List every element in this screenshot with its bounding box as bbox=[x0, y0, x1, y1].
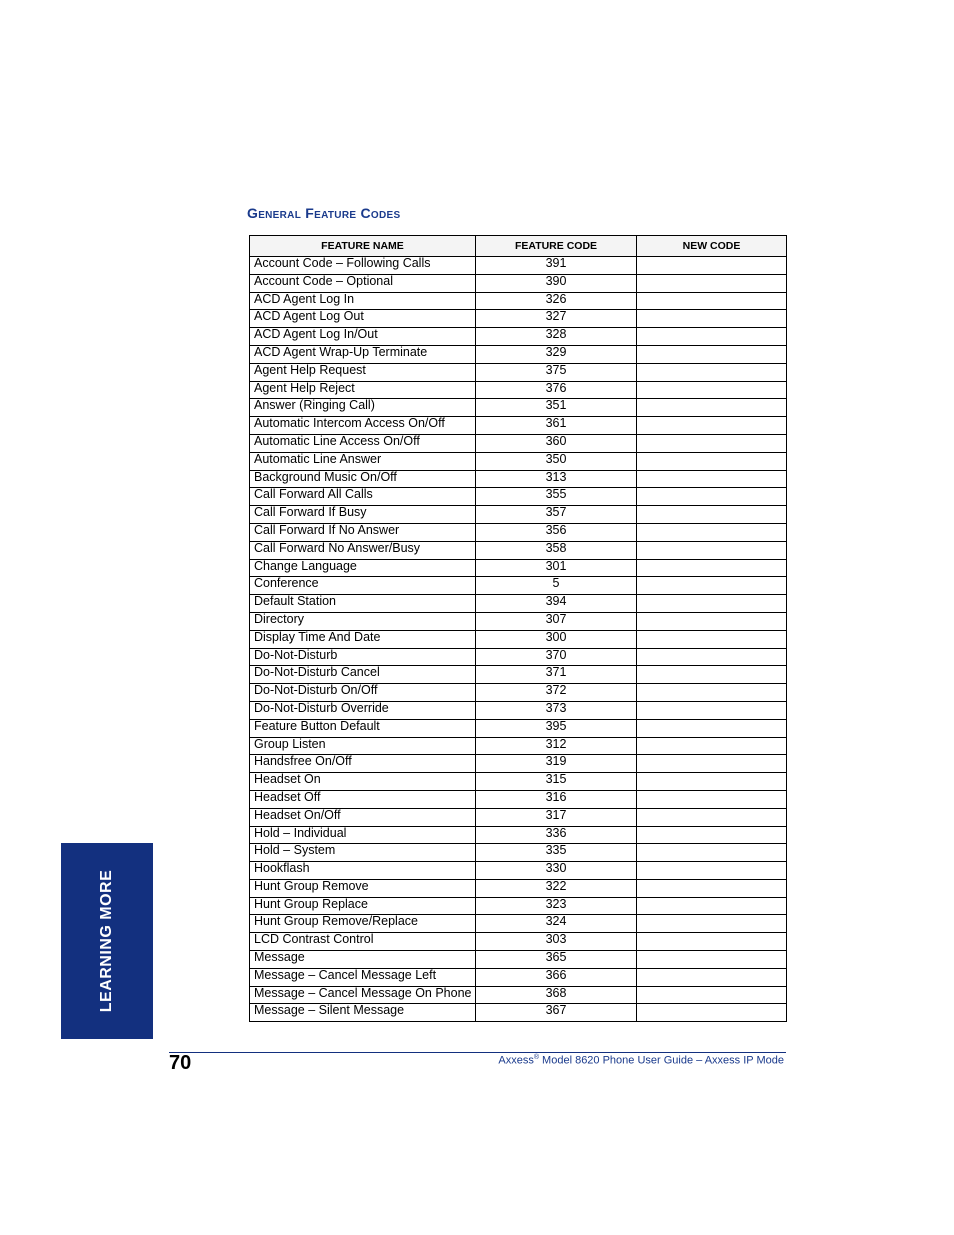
table-row bbox=[250, 541, 787, 559]
feature-name-cell: Directory bbox=[250, 612, 476, 630]
footer-brand: Axxess bbox=[498, 1054, 534, 1067]
table-row bbox=[250, 737, 787, 755]
new-code-cell bbox=[637, 755, 787, 773]
feature-code-cell: 350 bbox=[476, 452, 637, 470]
feature-name-cell: Agent Help Reject bbox=[250, 381, 476, 399]
feature-name-cell: Message – Cancel Message Left bbox=[250, 968, 476, 986]
table-row bbox=[250, 345, 787, 363]
feature-code-cell: 322 bbox=[476, 879, 637, 897]
table-row bbox=[250, 257, 787, 275]
feature-code-cell: 395 bbox=[476, 719, 637, 737]
new-code-cell bbox=[637, 523, 787, 541]
new-code-cell bbox=[637, 1004, 787, 1022]
table-row bbox=[250, 274, 787, 292]
feature-code-cell: 355 bbox=[476, 488, 637, 506]
new-code-cell bbox=[637, 719, 787, 737]
feature-code-cell: 323 bbox=[476, 897, 637, 915]
new-code-cell bbox=[637, 257, 787, 275]
feature-name-cell: Call Forward If Busy bbox=[250, 506, 476, 524]
new-code-cell bbox=[637, 328, 787, 346]
new-code-cell bbox=[637, 345, 787, 363]
new-code-cell bbox=[637, 684, 787, 702]
feature-name-cell: Answer (Ringing Call) bbox=[250, 399, 476, 417]
feature-code-cell: 307 bbox=[476, 612, 637, 630]
new-code-cell bbox=[637, 701, 787, 719]
table-row bbox=[250, 559, 787, 577]
header-feature-code: FEATURE CODE bbox=[476, 236, 637, 257]
page-number: 70 bbox=[169, 1052, 192, 1074]
footer-rule bbox=[169, 1052, 786, 1053]
feature-name-cell: Change Language bbox=[250, 559, 476, 577]
table-row bbox=[250, 1004, 787, 1022]
new-code-cell bbox=[637, 879, 787, 897]
table-row bbox=[250, 648, 787, 666]
feature-name-cell: Hookflash bbox=[250, 862, 476, 880]
feature-code-cell: 360 bbox=[476, 434, 637, 452]
feature-name-cell: Conference bbox=[250, 577, 476, 595]
feature-name-cell: Hunt Group Remove/Replace bbox=[250, 915, 476, 933]
table-row bbox=[250, 844, 787, 862]
new-code-cell bbox=[637, 399, 787, 417]
new-code-cell bbox=[637, 470, 787, 488]
table-row bbox=[250, 879, 787, 897]
feature-name-cell: Account Code – Following Calls bbox=[250, 257, 476, 275]
table-row bbox=[250, 523, 787, 541]
feature-name-cell: Message – Cancel Message On Phone bbox=[250, 986, 476, 1004]
feature-code-cell: 301 bbox=[476, 559, 637, 577]
feature-name-cell: Automatic Line Access On/Off bbox=[250, 434, 476, 452]
table-row bbox=[250, 292, 787, 310]
feature-name-cell: ACD Agent Log In bbox=[250, 292, 476, 310]
new-code-cell bbox=[637, 666, 787, 684]
table-row bbox=[250, 684, 787, 702]
feature-code-cell: 371 bbox=[476, 666, 637, 684]
feature-code-cell: 357 bbox=[476, 506, 637, 524]
table-row bbox=[250, 755, 787, 773]
feature-name-cell: Call Forward All Calls bbox=[250, 488, 476, 506]
feature-code-cell: 329 bbox=[476, 345, 637, 363]
new-code-cell bbox=[637, 541, 787, 559]
new-code-cell bbox=[637, 648, 787, 666]
footer-guide-title: Model 8620 Phone User Guide – Axxess IP Mode bbox=[539, 1054, 784, 1067]
new-code-cell bbox=[637, 808, 787, 826]
table-row bbox=[250, 915, 787, 933]
feature-code-cell: 368 bbox=[476, 986, 637, 1004]
table-header-row bbox=[250, 236, 787, 257]
new-code-cell bbox=[637, 737, 787, 755]
new-code-cell bbox=[637, 612, 787, 630]
side-tab-label: LEARNING MORE bbox=[98, 869, 115, 1013]
table-row bbox=[250, 399, 787, 417]
feature-code-cell: 367 bbox=[476, 1004, 637, 1022]
table-row bbox=[250, 434, 787, 452]
new-code-cell bbox=[637, 310, 787, 328]
new-code-cell bbox=[637, 897, 787, 915]
feature-code-cell: 328 bbox=[476, 328, 637, 346]
new-code-cell bbox=[637, 363, 787, 381]
new-code-cell bbox=[637, 862, 787, 880]
table-row bbox=[250, 577, 787, 595]
feature-name-cell: Display Time And Date bbox=[250, 630, 476, 648]
feature-name-cell: Message – Silent Message bbox=[250, 1004, 476, 1022]
feature-code-cell: 316 bbox=[476, 790, 637, 808]
new-code-cell bbox=[637, 274, 787, 292]
feature-name-cell: Feature Button Default bbox=[250, 719, 476, 737]
feature-name-cell: Headset Off bbox=[250, 790, 476, 808]
new-code-cell bbox=[637, 933, 787, 951]
feature-code-cell: 375 bbox=[476, 363, 637, 381]
feature-code-cell: 303 bbox=[476, 933, 637, 951]
table-row bbox=[250, 595, 787, 613]
table-row bbox=[250, 968, 787, 986]
new-code-cell bbox=[637, 506, 787, 524]
section-title: General Feature Codes bbox=[247, 205, 401, 221]
new-code-cell bbox=[637, 844, 787, 862]
table-row bbox=[250, 986, 787, 1004]
feature-name-cell: Headset On bbox=[250, 773, 476, 791]
table-row bbox=[250, 701, 787, 719]
feature-code-cell: 312 bbox=[476, 737, 637, 755]
feature-code-cell: 5 bbox=[476, 577, 637, 595]
new-code-cell bbox=[637, 381, 787, 399]
feature-code-cell: 336 bbox=[476, 826, 637, 844]
new-code-cell bbox=[637, 986, 787, 1004]
new-code-cell bbox=[637, 434, 787, 452]
feature-name-cell: ACD Agent Log In/Out bbox=[250, 328, 476, 346]
feature-name-cell: Background Music On/Off bbox=[250, 470, 476, 488]
feature-code-cell: 370 bbox=[476, 648, 637, 666]
feature-name-cell: Account Code – Optional bbox=[250, 274, 476, 292]
feature-name-cell: Hold – Individual bbox=[250, 826, 476, 844]
feature-code-cell: 391 bbox=[476, 257, 637, 275]
table-row bbox=[250, 328, 787, 346]
table-row bbox=[250, 897, 787, 915]
feature-code-cell: 390 bbox=[476, 274, 637, 292]
header-new-code: NEW CODE bbox=[637, 236, 787, 257]
table-row bbox=[250, 470, 787, 488]
table-row bbox=[250, 417, 787, 435]
feature-code-cell: 335 bbox=[476, 844, 637, 862]
new-code-cell bbox=[637, 452, 787, 470]
side-tab bbox=[61, 843, 153, 1039]
feature-name-cell: Do-Not-Disturb Override bbox=[250, 701, 476, 719]
table-row bbox=[250, 381, 787, 399]
feature-name-cell: Automatic Line Answer bbox=[250, 452, 476, 470]
footer-text bbox=[498, 1054, 784, 1067]
feature-code-cell: 326 bbox=[476, 292, 637, 310]
table-row bbox=[250, 951, 787, 969]
table-row bbox=[250, 666, 787, 684]
feature-name-cell: Hold – System bbox=[250, 844, 476, 862]
new-code-cell bbox=[637, 559, 787, 577]
feature-name-cell: Hunt Group Replace bbox=[250, 897, 476, 915]
feature-code-cell: 366 bbox=[476, 968, 637, 986]
feature-code-cell: 365 bbox=[476, 951, 637, 969]
feature-code-cell: 300 bbox=[476, 630, 637, 648]
table-row bbox=[250, 612, 787, 630]
feature-name-cell: LCD Contrast Control bbox=[250, 933, 476, 951]
new-code-cell bbox=[637, 968, 787, 986]
table-row bbox=[250, 790, 787, 808]
feature-code-cell: 319 bbox=[476, 755, 637, 773]
table-row bbox=[250, 719, 787, 737]
feature-code-cell: 315 bbox=[476, 773, 637, 791]
feature-code-cell: 358 bbox=[476, 541, 637, 559]
table-row bbox=[250, 808, 787, 826]
table-row bbox=[250, 363, 787, 381]
feature-code-cell: 330 bbox=[476, 862, 637, 880]
table-row bbox=[250, 933, 787, 951]
feature-name-cell: Automatic Intercom Access On/Off bbox=[250, 417, 476, 435]
new-code-cell bbox=[637, 951, 787, 969]
new-code-cell bbox=[637, 292, 787, 310]
new-code-cell bbox=[637, 488, 787, 506]
table-row bbox=[250, 773, 787, 791]
feature-name-cell: Message bbox=[250, 951, 476, 969]
feature-name-cell: Call Forward No Answer/Busy bbox=[250, 541, 476, 559]
feature-name-cell: ACD Agent Wrap-Up Terminate bbox=[250, 345, 476, 363]
feature-code-cell: 356 bbox=[476, 523, 637, 541]
feature-name-cell: Agent Help Request bbox=[250, 363, 476, 381]
feature-name-cell: Default Station bbox=[250, 595, 476, 613]
new-code-cell bbox=[637, 773, 787, 791]
new-code-cell bbox=[637, 595, 787, 613]
table-row bbox=[250, 630, 787, 648]
table-body bbox=[250, 257, 787, 1022]
table-row bbox=[250, 506, 787, 524]
table-row bbox=[250, 452, 787, 470]
new-code-cell bbox=[637, 826, 787, 844]
feature-name-cell: Group Listen bbox=[250, 737, 476, 755]
table-row bbox=[250, 310, 787, 328]
feature-name-cell: Handsfree On/Off bbox=[250, 755, 476, 773]
feature-name-cell: Call Forward If No Answer bbox=[250, 523, 476, 541]
table-row bbox=[250, 488, 787, 506]
feature-codes-table bbox=[249, 235, 787, 1022]
feature-code-cell: 351 bbox=[476, 399, 637, 417]
table-row bbox=[250, 862, 787, 880]
table-row bbox=[250, 826, 787, 844]
registered-mark: ® bbox=[533, 1054, 539, 1061]
new-code-cell bbox=[637, 790, 787, 808]
feature-name-cell: Do-Not-Disturb bbox=[250, 648, 476, 666]
feature-code-cell: 394 bbox=[476, 595, 637, 613]
feature-name-cell: Do-Not-Disturb Cancel bbox=[250, 666, 476, 684]
feature-code-cell: 373 bbox=[476, 701, 637, 719]
feature-code-cell: 317 bbox=[476, 808, 637, 826]
feature-code-cell: 361 bbox=[476, 417, 637, 435]
feature-name-cell: Headset On/Off bbox=[250, 808, 476, 826]
new-code-cell bbox=[637, 630, 787, 648]
feature-code-cell: 372 bbox=[476, 684, 637, 702]
feature-name-cell: Do-Not-Disturb On/Off bbox=[250, 684, 476, 702]
feature-name-cell: ACD Agent Log Out bbox=[250, 310, 476, 328]
feature-code-cell: 324 bbox=[476, 915, 637, 933]
new-code-cell bbox=[637, 915, 787, 933]
header-feature-name: FEATURE NAME bbox=[250, 236, 476, 257]
feature-code-cell: 327 bbox=[476, 310, 637, 328]
feature-code-cell: 376 bbox=[476, 381, 637, 399]
new-code-cell bbox=[637, 417, 787, 435]
feature-code-cell: 313 bbox=[476, 470, 637, 488]
new-code-cell bbox=[637, 577, 787, 595]
feature-name-cell: Hunt Group Remove bbox=[250, 879, 476, 897]
